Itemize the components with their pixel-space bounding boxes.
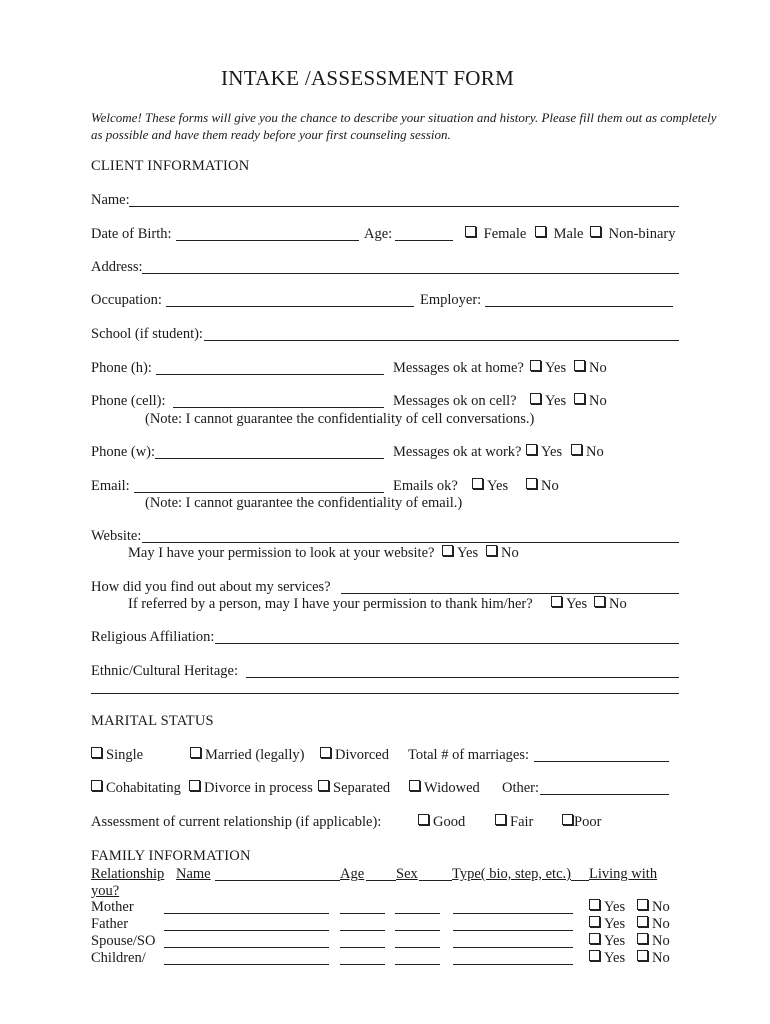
assessment-label: Assessment of current relationship (if applicable):: [91, 814, 382, 830]
email-note: (Note: I cannot guarantee the confidentiality of email.): [145, 495, 463, 511]
cell-note: (Note: I cannot guarantee the confidentiality of cell conversations.): [145, 411, 535, 427]
website-field[interactable]: [142, 542, 679, 543]
yes-label: Yes: [487, 478, 509, 494]
sex-header-underline: [419, 880, 452, 881]
gender-nonbinary-option[interactable]: [590, 226, 675, 243]
emails-ok-yes[interactable]: [472, 478, 508, 495]
family-row-label: Mother: [91, 899, 134, 915]
school-label: School (if student):: [91, 326, 203, 342]
referral-permission-yes[interactable]: [551, 596, 587, 613]
living-yes-option[interactable]: [589, 899, 625, 916]
family-type-field[interactable]: [453, 947, 573, 948]
marital-separated-option[interactable]: [318, 780, 390, 797]
emails-ok-no[interactable]: [526, 478, 559, 495]
col-name-header: Name: [176, 866, 211, 882]
no-label: No: [589, 360, 607, 376]
checkbox-icon[interactable]: [574, 393, 585, 404]
family-type-field[interactable]: [453, 964, 573, 965]
messages-cell-label: Messages ok on cell?: [393, 393, 517, 409]
family-sex-field[interactable]: [395, 947, 440, 948]
other-field[interactable]: [540, 794, 669, 795]
checkbox-icon[interactable]: [637, 916, 648, 927]
marital-cohabitating-option[interactable]: [91, 780, 181, 797]
gender-female-option[interactable]: [465, 226, 526, 243]
family-sex-field[interactable]: [395, 964, 440, 965]
referral-permission-no[interactable]: [594, 596, 627, 613]
family-name-field[interactable]: [164, 913, 329, 914]
no-label: No: [652, 916, 670, 932]
col-relationship-header: Relationship: [91, 866, 165, 882]
intro-line-1: Welcome! These forms will give you the chance to describe your situation and history. Please fill them out as completely: [91, 110, 717, 125]
no-label: No: [589, 393, 607, 409]
messages-work-yes[interactable]: [526, 444, 562, 461]
yes-label: Yes: [457, 545, 479, 561]
messages-home-yes[interactable]: [530, 360, 566, 377]
employer-field[interactable]: [485, 306, 673, 307]
marital-single-option[interactable]: [91, 747, 143, 764]
no-label: No: [652, 933, 670, 949]
marital-married-option[interactable]: [190, 747, 304, 764]
email-field[interactable]: [134, 492, 384, 493]
checkbox-icon[interactable]: [526, 444, 537, 455]
living-yes-option[interactable]: [589, 933, 625, 950]
col-age-header: Age: [340, 866, 365, 882]
phone-cell-label: Phone (cell):: [91, 393, 166, 409]
checkbox-icon[interactable]: [562, 814, 573, 825]
occupation-field[interactable]: [166, 306, 414, 307]
living-no-option[interactable]: [637, 933, 670, 950]
yes-label: Yes: [566, 596, 588, 612]
checkbox-icon[interactable]: [320, 747, 331, 758]
family-age-field[interactable]: [340, 947, 385, 948]
no-label: No: [541, 478, 559, 494]
yes-label: Yes: [545, 360, 567, 376]
col-living-header-cont: you?: [91, 883, 120, 899]
find-out-label: How did you find out about my services?: [91, 579, 331, 595]
divorced-label: Divorced: [335, 747, 389, 763]
no-label: No: [652, 899, 670, 915]
dob-label: Date of Birth:: [91, 226, 172, 242]
intro-line-2: as possible and have them ready before your first counseling session.: [91, 127, 451, 142]
marital-divorced-option[interactable]: [320, 747, 389, 764]
family-name-field[interactable]: [164, 930, 329, 931]
total-marriages-label: Total # of marriages:: [408, 747, 529, 763]
male-label: Male: [553, 226, 584, 242]
yes-label: Yes: [541, 444, 563, 460]
name-header-underline: [215, 880, 340, 881]
email-label: Email:: [91, 478, 130, 494]
checkbox-icon[interactable]: [637, 950, 648, 961]
name-field[interactable]: [129, 206, 679, 207]
assessment-fair-option[interactable]: [495, 814, 533, 831]
checkbox-icon[interactable]: [91, 780, 102, 791]
checkbox-icon[interactable]: [637, 933, 648, 944]
widowed-label: Widowed: [424, 780, 480, 796]
phone-cell-field[interactable]: [173, 407, 384, 408]
nonbinary-checkbox[interactable]: [590, 226, 601, 237]
checkbox-icon[interactable]: [526, 478, 537, 489]
checkbox-icon[interactable]: [551, 596, 562, 607]
family-row-label: Father: [91, 916, 129, 932]
website-permission-yes[interactable]: [442, 545, 478, 562]
website-label: Website:: [91, 528, 142, 544]
married-label: Married (legally): [205, 747, 305, 763]
yes-label: Yes: [604, 950, 626, 966]
family-sex-field[interactable]: [395, 930, 440, 931]
living-no-option[interactable]: [637, 899, 670, 916]
good-label: Good: [433, 814, 466, 830]
family-info-heading: FAMILY INFORMATION: [91, 848, 251, 864]
age-label: Age:: [364, 226, 393, 242]
checkbox-icon[interactable]: [486, 545, 497, 556]
divorce-process-label: Divorce in process: [204, 780, 313, 796]
living-yes-option[interactable]: [589, 916, 625, 933]
col-living-header: Living with: [589, 866, 658, 882]
family-age-field[interactable]: [340, 913, 385, 914]
yes-label: Yes: [604, 933, 626, 949]
page-title: INTAKE /ASSESSMENT FORM: [221, 66, 515, 90]
name-label: Name:: [91, 192, 130, 208]
messages-home-no[interactable]: [574, 360, 607, 377]
employer-label: Employer:: [420, 292, 482, 308]
no-label: No: [586, 444, 604, 460]
checkbox-icon[interactable]: [409, 780, 420, 791]
family-row-label: Children/: [91, 950, 146, 966]
checkbox-icon[interactable]: [589, 950, 600, 961]
messages-work-label: Messages ok at work?: [393, 444, 522, 460]
family-row-label: Spouse/SO: [91, 933, 156, 949]
family-name-field[interactable]: [164, 964, 329, 965]
separated-label: Separated: [333, 780, 391, 796]
yes-label: Yes: [545, 393, 567, 409]
marital-status-heading: MARITAL STATUS: [91, 713, 214, 729]
ethnic-field[interactable]: [246, 677, 679, 678]
living-no-option[interactable]: [637, 916, 670, 933]
checkbox-icon[interactable]: [472, 478, 483, 489]
religious-label: Religious Affiliation:: [91, 629, 215, 645]
dob-field[interactable]: [176, 240, 359, 241]
religious-field[interactable]: [215, 643, 679, 644]
phone-home-field[interactable]: [156, 374, 384, 375]
male-checkbox[interactable]: [535, 226, 546, 237]
living-yes-option[interactable]: [589, 950, 625, 967]
assessment-good-option[interactable]: [418, 814, 465, 831]
checkbox-icon[interactable]: [589, 899, 600, 910]
checkbox-icon[interactable]: [574, 360, 585, 371]
ethnic-label: Ethnic/Cultural Heritage:: [91, 663, 238, 679]
messages-cell-yes[interactable]: [530, 393, 566, 410]
checkbox-icon[interactable]: [637, 899, 648, 910]
emails-ok-label: Emails ok?: [393, 478, 458, 494]
checkbox-icon[interactable]: [594, 596, 605, 607]
family-age-field[interactable]: [340, 930, 385, 931]
occupation-label: Occupation:: [91, 292, 162, 308]
living-no-option[interactable]: [637, 950, 670, 967]
gender-male-option[interactable]: [535, 226, 583, 243]
female-label: Female: [483, 226, 527, 242]
checkbox-icon[interactable]: [318, 780, 329, 791]
checkbox-icon[interactable]: [571, 444, 582, 455]
checkbox-icon[interactable]: [530, 360, 541, 371]
school-field[interactable]: [204, 340, 679, 341]
checkbox-icon[interactable]: [190, 747, 201, 758]
ethnic-field-line-2[interactable]: [91, 693, 679, 694]
fair-label: Fair: [510, 814, 534, 830]
phone-work-field[interactable]: [155, 458, 384, 459]
phone-home-label: Phone (h):: [91, 360, 152, 376]
client-info-heading: CLIENT INFORMATION: [91, 158, 250, 174]
no-label: No: [652, 950, 670, 966]
age-header-underline: [366, 880, 396, 881]
marital-widowed-option[interactable]: [409, 780, 480, 797]
referral-permission-label: If referred by a person, may I have your permission to thank him/her?: [128, 596, 533, 612]
family-age-field[interactable]: [340, 964, 385, 965]
other-label: Other:: [502, 780, 540, 796]
address-label: Address:: [91, 259, 143, 275]
yes-label: Yes: [604, 899, 626, 915]
family-name-field[interactable]: [164, 947, 329, 948]
age-field[interactable]: [395, 240, 453, 241]
marital-divorce-process-option[interactable]: [189, 780, 313, 797]
no-label: No: [501, 545, 519, 561]
checkbox-icon[interactable]: [589, 916, 600, 927]
family-type-field[interactable]: [453, 930, 573, 931]
checkbox-icon[interactable]: [418, 814, 429, 825]
messages-home-label: Messages ok at home?: [393, 360, 524, 376]
checkbox-icon[interactable]: [530, 393, 541, 404]
address-field[interactable]: [142, 273, 679, 274]
col-sex-header: Sex: [396, 866, 418, 882]
total-marriages-field[interactable]: [534, 761, 669, 762]
family-type-field[interactable]: [453, 913, 573, 914]
website-permission-label: May I have your permission to look at your website?: [128, 545, 435, 561]
messages-work-no[interactable]: [571, 444, 604, 461]
checkbox-icon[interactable]: [91, 747, 102, 758]
family-sex-field[interactable]: [395, 913, 440, 914]
type-header-underline: [571, 880, 589, 881]
find-out-field[interactable]: [341, 593, 679, 594]
assessment-poor-option[interactable]: [562, 814, 601, 831]
yes-label: Yes: [604, 916, 626, 932]
messages-cell-no[interactable]: [574, 393, 607, 410]
col-type-header: Type( bio, step, etc.): [452, 866, 571, 882]
nonbinary-label: Non-binary: [608, 226, 676, 242]
checkbox-icon[interactable]: [589, 933, 600, 944]
single-label: Single: [106, 747, 144, 763]
female-checkbox[interactable]: [465, 226, 476, 237]
cohabitating-label: Cohabitating: [106, 780, 181, 796]
website-permission-no[interactable]: [486, 545, 519, 562]
checkbox-icon[interactable]: [189, 780, 200, 791]
no-label: No: [609, 596, 627, 612]
checkbox-icon[interactable]: [495, 814, 506, 825]
checkbox-icon[interactable]: [442, 545, 453, 556]
poor-label: Poor: [574, 814, 602, 830]
phone-work-label: Phone (w):: [91, 444, 156, 460]
